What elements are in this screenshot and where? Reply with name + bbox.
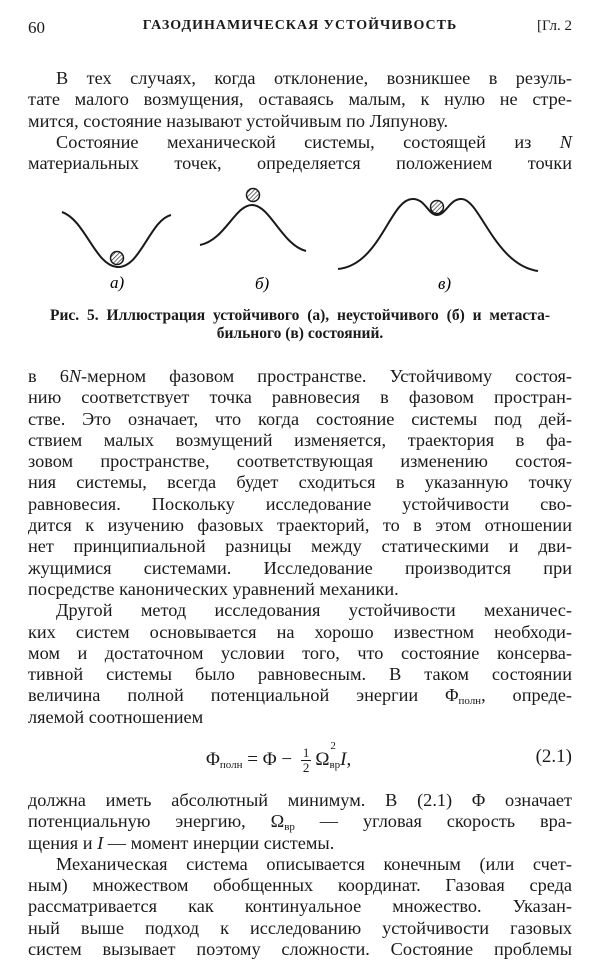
chapter-marker: [Гл. 2: [536, 18, 572, 34]
paragraph-lyapunov: [28, 68, 572, 174]
text-line: ляемой соотношением: [28, 706, 204, 727]
subscript: вр: [329, 758, 341, 771]
text-line: В тех случаях, когда отклонение, возникшее в резуль-: [56, 68, 572, 88]
math-operator: = Φ −: [242, 748, 297, 770]
text-fragment: -мерном фазовом пространстве. Устойчивому состоя-: [81, 366, 573, 386]
unstable-curve: [200, 205, 306, 251]
page-header: [28, 18, 572, 42]
caption-line: бильного (в) состояний.: [216, 325, 384, 342]
subscript: полн: [219, 758, 243, 771]
figure-label-c: в): [438, 274, 452, 293]
text-fragment: величина полной потенциальной энергии Φ: [28, 685, 459, 706]
text-line: нет принципиальной разницы между статическими и дви-: [28, 536, 572, 557]
text-fragment: Состояние механической системы, состоящей из: [56, 131, 532, 152]
text-fragment: потенциальную энергию, Ω: [28, 811, 285, 832]
denominator: 2: [302, 760, 310, 775]
superscript: 2: [330, 739, 336, 752]
text-line: тате малого возмущения, оставаясь малым, к нулю не стре-: [28, 89, 572, 110]
figure-label-b: б): [255, 274, 270, 293]
text-line: мится, состояние называют устойчивым по Ляпунову.: [28, 110, 449, 131]
math-symbol: Ω: [315, 748, 330, 770]
text-line: [28, 685, 572, 706]
text-line: посредстве канонических уравнений механики.: [28, 578, 399, 599]
math-variable: I: [97, 832, 104, 853]
math-variable: N: [559, 131, 572, 152]
text-line: тивной системы было равновесным. В таком состоянии: [28, 664, 572, 685]
text-line: ный выше подход к исследованию устойчивости газовых: [28, 917, 572, 938]
figure-label-a: а): [110, 273, 125, 292]
paragraph-phase-space: [28, 366, 572, 728]
text-line: дится к изучению фазовых траекторий, то в этом отношении: [28, 515, 572, 536]
text-fragment: щения и: [28, 832, 98, 853]
text-line: Механическая система описывается конечным (или счет-: [56, 853, 572, 874]
subscript: полн: [458, 695, 482, 708]
text-line: должна иметь абсолютный минимум. В (2.1) Φ означает: [28, 790, 572, 810]
text-fragment: в 6: [28, 366, 69, 386]
text-fragment: , опреде-: [481, 685, 572, 706]
text-line: нию соответствует точка равновесия в фазовом простран-: [28, 387, 572, 408]
text-fragment: — момент инерции системы.: [103, 832, 335, 853]
ball-icon: [247, 189, 260, 202]
text-line: Другой метод исследования устойчивости механичес-: [56, 600, 572, 621]
text-line: зовом пространстве, соответствующая изменению состоя-: [28, 451, 572, 472]
math-symbol: Φ: [206, 748, 220, 770]
page-number: 60: [28, 18, 45, 37]
text-line: ным) множеством обобщенных координат. Газовая среда: [28, 875, 572, 896]
ball-icon: [431, 201, 444, 214]
math-variable: I: [340, 748, 347, 770]
text-line: [28, 366, 572, 387]
caption-line: Рис. 5. Иллюстрация устойчивого (а), неустойчивого (б) и метаста-: [50, 307, 550, 324]
ball-icon: [111, 252, 124, 265]
text-line: ких систем основывается на хорошо известном необходи-: [28, 621, 572, 642]
fraction: [301, 746, 312, 775]
text-line: стве. Это означает, что когда состояние системы под дей-: [28, 408, 572, 429]
text-line: жущимися системами. Исследование производится при: [28, 557, 572, 578]
numerator: 1: [302, 745, 310, 760]
punctuation: ,: [346, 748, 352, 770]
subscript: вр: [284, 821, 295, 834]
equation-2-1: [28, 740, 572, 780]
text-line: материальных точек, определяется положением точки: [28, 153, 572, 174]
figure-caption: [50, 307, 550, 343]
paragraph-after-equation: [28, 790, 572, 960]
equation-body: [206, 739, 352, 775]
text-line: равновесия. Поскольку исследование устойчивости сво-: [28, 493, 572, 514]
text-line: рассматривается как континуальное множество. Указан-: [28, 896, 572, 917]
text-line: ствием малых возмущений изменяется, траектория в фа-: [28, 429, 572, 450]
omega-term: [315, 739, 341, 771]
figure-equilibrium-illustration: [0, 185, 600, 300]
math-variable: N: [68, 366, 82, 386]
text-fragment: — угловая скорость вра-: [294, 811, 573, 832]
text-line: [28, 811, 572, 832]
text-line: систем вызывает поэтому сложности. Состояние проблемы: [28, 939, 572, 960]
text-line: [28, 132, 572, 153]
text-line: мом и достаточном условии того, что состояние консерва-: [28, 642, 572, 663]
text-line: ния системы, всегда будет сходиться в указанную точку: [28, 472, 572, 493]
running-title: ГАЗОДИНАМИЧЕСКАЯ УСТОЙЧИВОСТЬ: [142, 18, 458, 33]
text-line: [28, 833, 572, 854]
equation-number: (2.1): [535, 746, 572, 767]
